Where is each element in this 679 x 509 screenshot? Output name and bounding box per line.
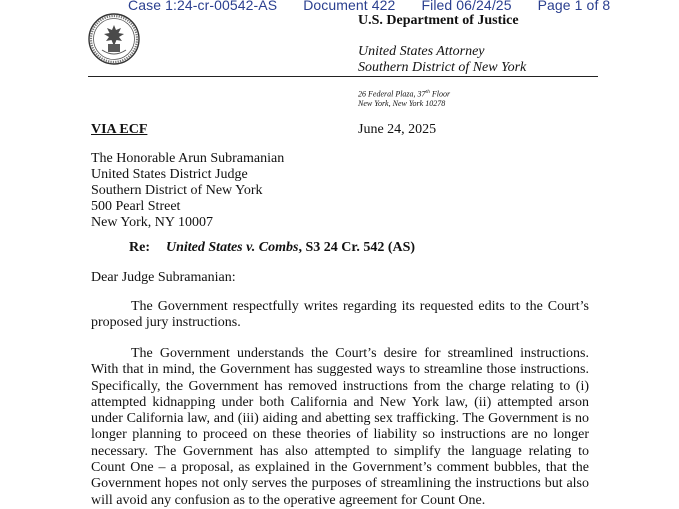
recipient-line: Southern District of New York [91,183,263,198]
recipient-line: The Honorable Arun Subramanian [91,151,285,166]
page-count: Page 1 of 8 [537,0,611,13]
office-district: Southern District of New York [358,60,527,75]
letterhead-divider [88,76,598,77]
re-case-caption: United States v. Combs, S3 24 Cr. 542 (AS) [166,240,416,255]
department-name: U.S. Department of Justice [358,13,519,28]
body-paragraph-1: The Government respectfully writes regarding its requested edits to the Court’s proposed jury instructions. [91,299,589,331]
filed-date: Filed 06/24/25 [421,0,512,13]
office-title: United States Attorney [358,44,485,59]
case-number: Case 1:24-cr-00542-AS [128,0,278,13]
office-address-line2: New York, New York 10278 [358,99,446,108]
recipient-line: New York, NY 10007 [91,215,213,230]
letter-date: June 24, 2025 [358,122,437,137]
delivery-method: VIA ECF [91,122,148,137]
salutation: Dear Judge Subramanian: [91,270,236,285]
recipient-line: 500 Pearl Street [91,199,181,214]
body-paragraph-2: The Government understands the Court’s desire for streamlined instructions. With that in mind, the Government has suggested ways to streamline those instructions. Specifically, the Government has removed instructions from the charge relating to (i) attempted kidnapping under both California and New York law, (ii) attempted arson under California law, and (iii) aiding and abetting sex trafficking. The Government is no longer planning to proceed on these theories of liability so instructions are no longer necessary. The Government has also attempted to simplify the language relating to Count One – a proposal, as explained in the Government’s comment bubbles, that the Government hopes not only serves the purposes of streamlining the instructions but also will avoid any confusion as to the operative agreement for Count One. [91,346,589,508]
doj-seal-icon [88,13,140,65]
office-address-line1: 26 Federal Plaza, 37th Floor [358,89,451,99]
ecf-filing-header [128,0,610,13]
recipient-address [91,151,284,231]
document-number: Document 422 [303,0,396,13]
recipient-line: United States District Judge [91,167,248,182]
re-label: Re: [129,240,150,255]
